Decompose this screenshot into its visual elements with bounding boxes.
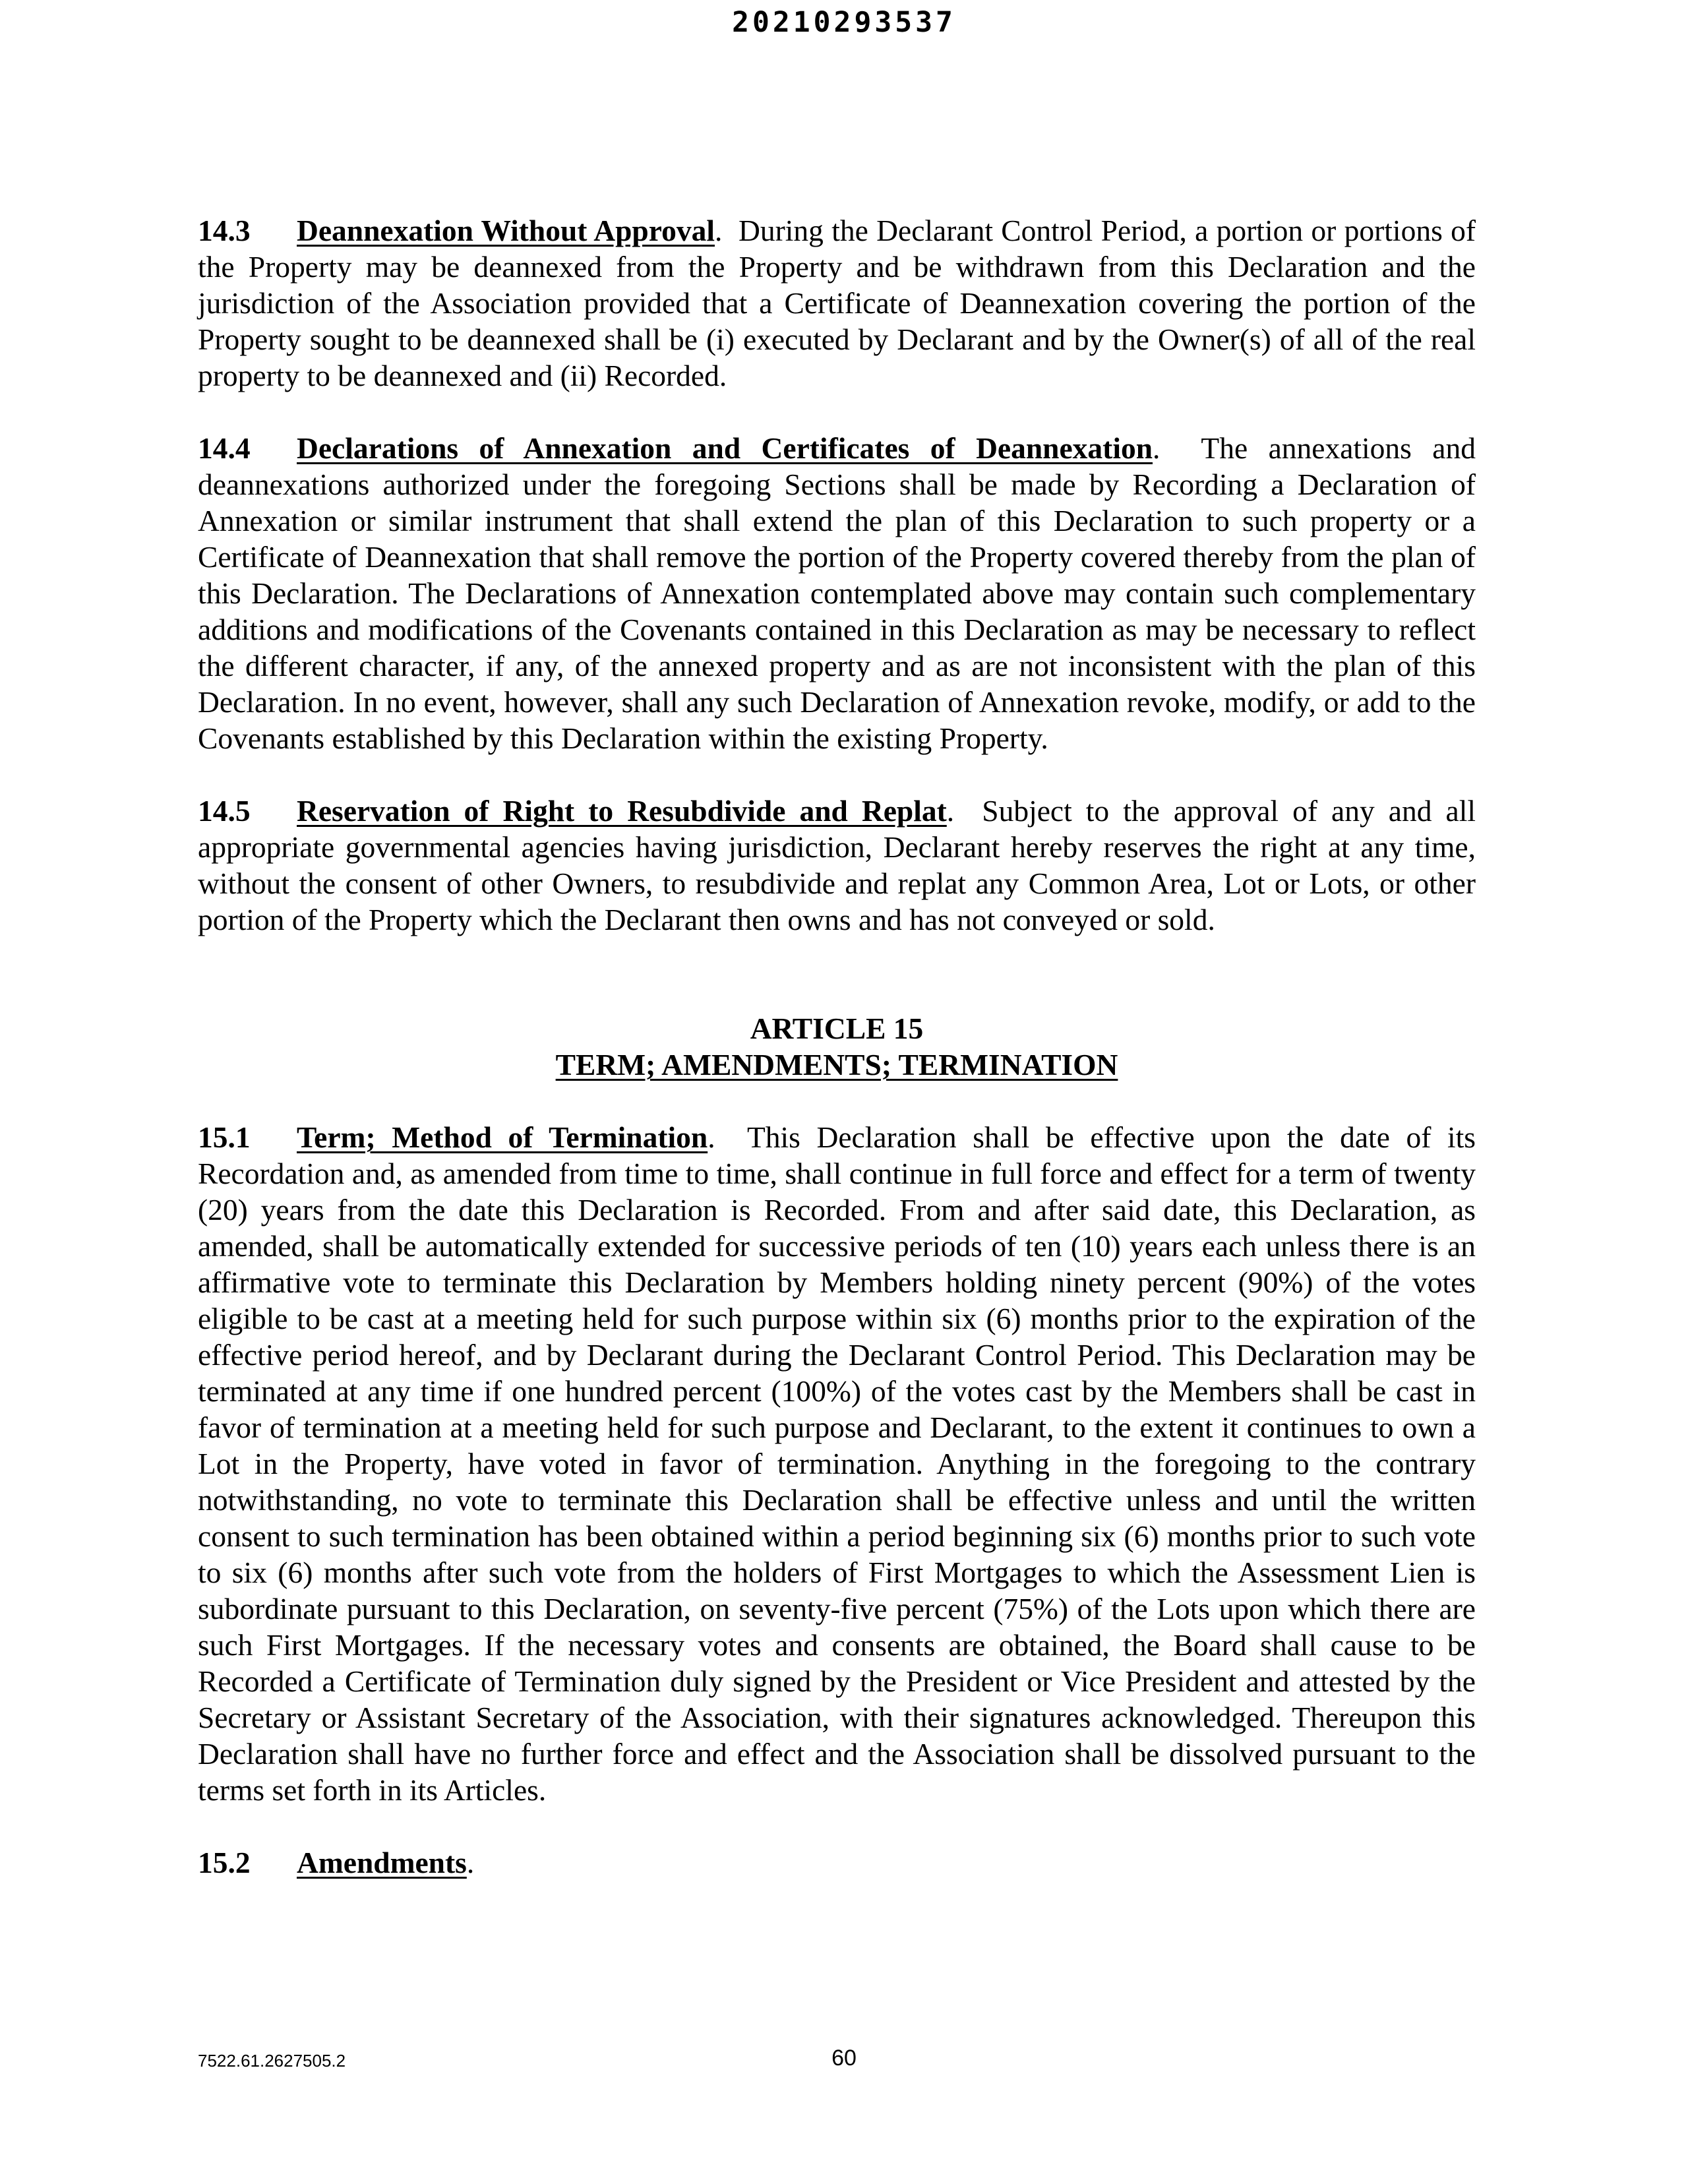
title-period: . xyxy=(714,214,723,247)
title-period: . xyxy=(1153,431,1160,465)
section-15-2 xyxy=(198,1844,1476,1881)
page-number: 60 xyxy=(831,2046,857,2071)
section-title: Deannexation Without Approval xyxy=(297,214,715,247)
section-text: Subject to the approval of any and all appropriate governmental agencies having jurisdiction, Declarant hereby reserves the right at any time, without the consent of other Owners, to resubdivide and replat any Common Area, Lot or Lots, or other portion of the Property which the Declarant then owns and has not conveyed or sold. xyxy=(198,794,1476,936)
article-title: TERM; AMENDMENTS; TERMINATION xyxy=(555,1048,1118,1081)
document-body xyxy=(198,212,1476,1881)
section-number: 14.4 xyxy=(198,431,251,465)
footer-document-id: 7522.61.2627505.2 xyxy=(198,2051,346,2071)
document-number: 20210293537 xyxy=(732,6,956,39)
article-heading xyxy=(198,1010,1476,1083)
section-14-4 xyxy=(198,430,1476,756)
section-15-1 xyxy=(198,1119,1476,1808)
section-title: Reservation of Right to Resubdivide and Replat xyxy=(297,794,947,828)
section-text: This Declaration shall be effective upon the date of its Recordation and, as amended from time to time, shall continue in full force and effect for a term of twenty (20) years from the date this Declaration is Recorded. From and after said date, this Declaration, as amended, shall be automatically extended for successive periods of ten (10) years each unless there is an affirmative vote to terminate this Declaration by Members holding ninety percent (90%) of the votes eligible to be cast at a meeting held for such purpose within six (6) months prior to the expiration of the effective period hereof, and by Declarant during the Declarant Control Period. This Declaration may be terminated at any time if one hundred percent (100%) of the votes cast by the Members shall be cast in favor of termination at a meeting held for such purpose and Declarant, to the extent it continues to own a Lot in the Property, have voted in favor of termination. Anything in the foregoing to the contrary notwithstanding, no vote to terminate this Declaration shall be effective unless and until the written consent to such termination has been obtained within a period beginning six (6) months prior to such vote to six (6) months after such vote from the holders of First Mortgages to which the Assessment Lien is subordinate pursuant to this Declaration, on seventy-five percent (75%) of the Lots upon which there are such First Mortgages. If the necessary votes and consents are obtained, the Board shall cause to be Recorded a Certificate of Termination duly signed by the President or Vice President and attested by the Secretary or Assistant Secretary of the Association, with their signatures acknowledged. Thereupon this Declaration shall have no further force and effect and the Association shall be dissolved pursuant to the terms set forth in its Articles. xyxy=(198,1120,1476,1807)
title-period: . xyxy=(946,794,955,828)
section-14-3 xyxy=(198,212,1476,394)
section-title: Amendments xyxy=(297,1846,467,1879)
title-period: . xyxy=(708,1120,715,1154)
section-14-5 xyxy=(198,793,1476,938)
section-number: 15.2 xyxy=(198,1846,251,1879)
article-number: ARTICLE 15 xyxy=(750,1012,924,1045)
section-title: Term; Method of Termination xyxy=(297,1120,708,1154)
section-text: During the Declarant Control Period, a portion or portions of the Property may be deannexed from the Property and be withdrawn from this Declaration and the jurisdiction of the Association provided that a Certificate of Deannexation covering the portion of the Property sought to be deannexed shall be (i) executed by Declarant and by the Owner(s) of all of the real property to be deannexed and (ii) Recorded. xyxy=(198,214,1476,392)
section-title: Declarations of Annexation and Certificates of Deannexation xyxy=(297,431,1153,465)
title-period: . xyxy=(466,1846,475,1879)
section-text: The annexations and deannexations authorized under the foregoing Sections shall be made by Recording a Declaration of Annexation or similar instrument that shall extend the plan of this Declaration to such property or a Certificate of Deannexation that shall remove the portion of the Property covered thereby from the plan of this Declaration. The Declarations of Annexation contemplated above may contain such complementary additions and modifications of the Covenants contained in this Declaration as may be necessary to reflect the different character, if any, of the annexed property and as are not inconsistent with the plan of this Declaration. In no event, however, shall any such Declaration of Annexation revoke, modify, or add to the Covenants established by this Declaration within the existing Property. xyxy=(198,431,1476,755)
section-number: 14.5 xyxy=(198,794,251,828)
section-number: 14.3 xyxy=(198,214,251,247)
section-number: 15.1 xyxy=(198,1120,251,1154)
